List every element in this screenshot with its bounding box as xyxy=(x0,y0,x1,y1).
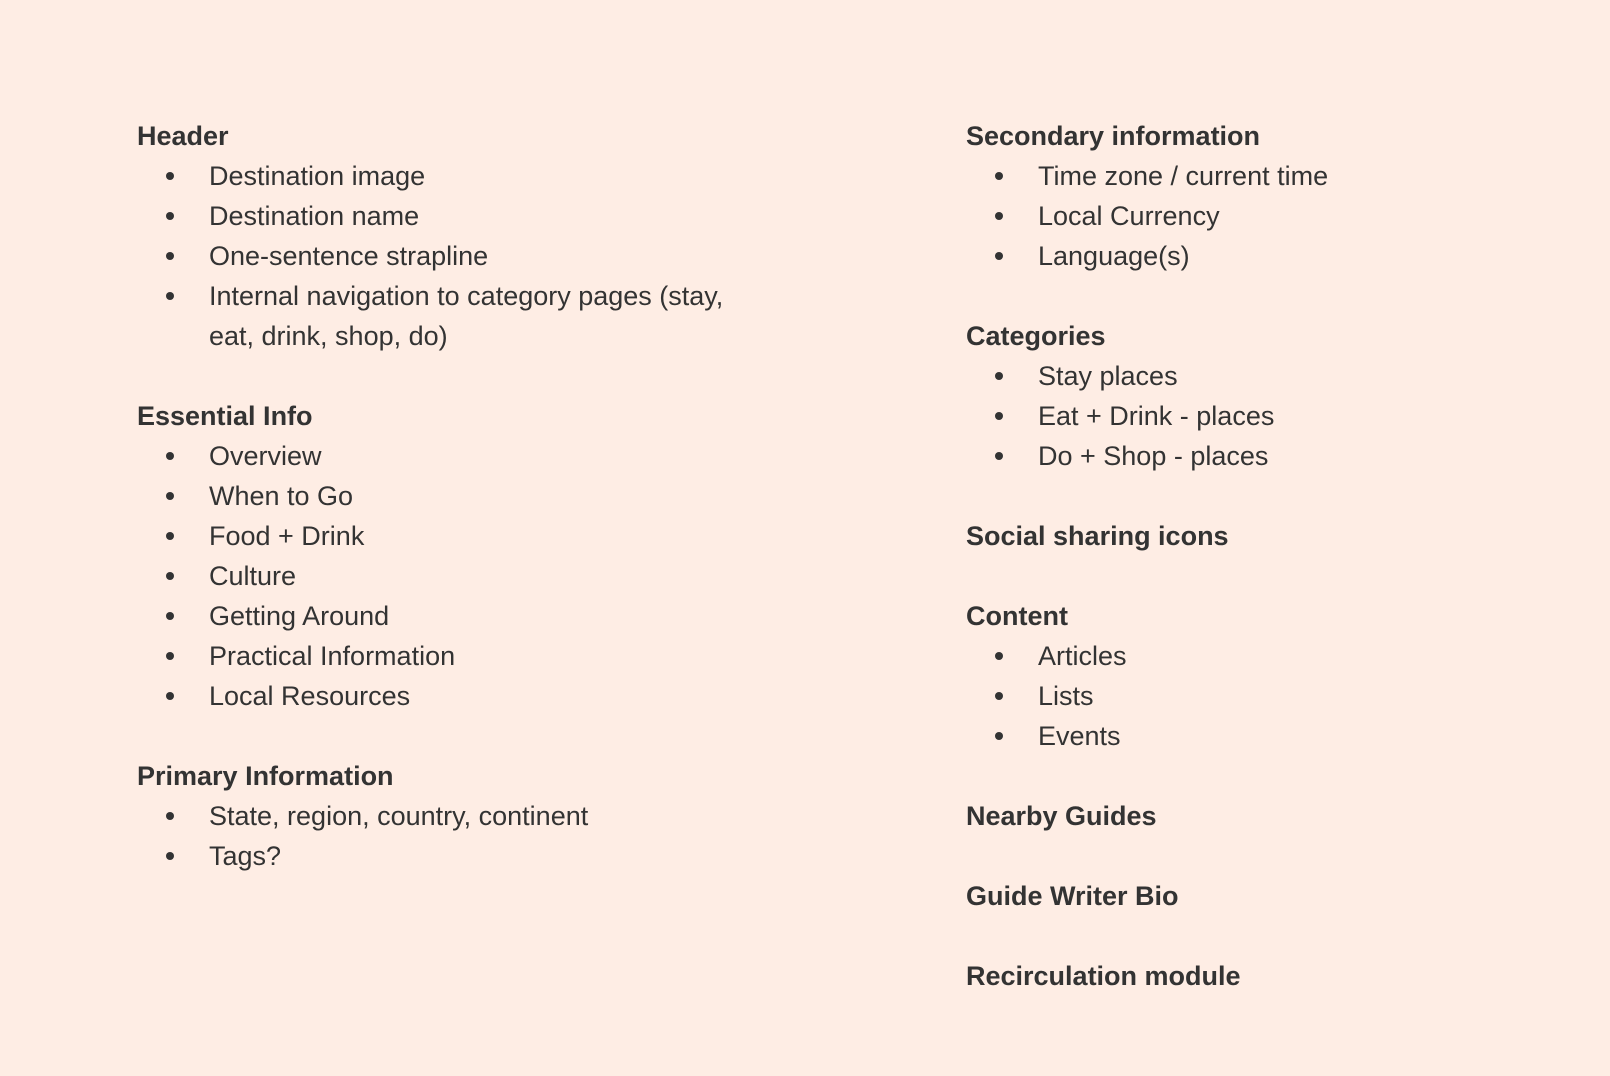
list-item xyxy=(137,516,897,556)
bullet-list xyxy=(137,156,897,356)
list-item-text: Local Currency xyxy=(1038,201,1220,231)
list-item xyxy=(966,716,1566,756)
section-categories xyxy=(966,316,1566,476)
list-item xyxy=(137,556,897,596)
list-item-text: Destination name xyxy=(209,201,420,231)
list-item xyxy=(137,196,897,236)
section-header xyxy=(137,116,897,356)
section-heading: Essential Info xyxy=(137,401,313,431)
section-heading: Social sharing icons xyxy=(966,521,1229,551)
bullet-icon xyxy=(164,476,176,516)
bullet-icon xyxy=(164,516,176,556)
list-item-text: Food + Drink xyxy=(209,521,365,551)
list-item xyxy=(137,836,897,876)
list-item xyxy=(137,596,897,636)
bullet-icon xyxy=(993,196,1005,236)
list-item-text: Internal navigation to category pages (stay, eat, drink, shop, do) xyxy=(209,281,724,351)
list-item-text: Practical Information xyxy=(209,641,456,671)
bullet-icon xyxy=(164,276,176,316)
section-heading: Secondary information xyxy=(966,121,1261,151)
bullet-icon xyxy=(164,436,176,476)
section-secondary-information xyxy=(966,116,1566,276)
list-item xyxy=(137,276,769,356)
list-item xyxy=(966,676,1566,716)
list-item xyxy=(137,676,897,716)
left-column xyxy=(137,116,897,916)
list-item xyxy=(966,156,1566,196)
section-guide-writer-bio xyxy=(966,876,1566,916)
list-item xyxy=(137,476,897,516)
section-primary-information xyxy=(137,756,897,876)
bullet-icon xyxy=(164,596,176,636)
list-item-text: Destination image xyxy=(209,161,426,191)
list-item-text: Language(s) xyxy=(1038,241,1190,271)
bullet-icon xyxy=(164,676,176,716)
bullet-icon xyxy=(993,396,1005,436)
list-item xyxy=(137,636,897,676)
list-item-text: Getting Around xyxy=(209,601,390,631)
section-social-sharing-icons xyxy=(966,516,1566,556)
bullet-icon xyxy=(993,676,1005,716)
list-item xyxy=(137,156,897,196)
list-item xyxy=(966,396,1566,436)
list-item xyxy=(966,436,1566,476)
bullet-icon xyxy=(164,156,176,196)
list-item-text: Time zone / current time xyxy=(1038,161,1329,191)
list-item-text: Stay places xyxy=(1038,361,1178,391)
list-item xyxy=(137,436,897,476)
bullet-icon xyxy=(993,356,1005,396)
right-column xyxy=(966,116,1566,1036)
section-content xyxy=(966,596,1566,756)
section-heading: Recirculation module xyxy=(966,961,1241,991)
list-item xyxy=(966,236,1566,276)
list-item-text: State, region, country, continent xyxy=(209,801,589,831)
bullet-icon xyxy=(164,636,176,676)
list-item xyxy=(966,196,1566,236)
section-heading: Header xyxy=(137,121,229,151)
list-item-text: When to Go xyxy=(209,481,354,511)
list-item xyxy=(966,636,1566,676)
list-item xyxy=(137,796,897,836)
list-item-text: Lists xyxy=(1038,681,1094,711)
bullet-icon xyxy=(164,196,176,236)
section-nearby-guides xyxy=(966,796,1566,836)
list-item-text: Culture xyxy=(209,561,297,591)
bullet-icon xyxy=(993,236,1005,276)
list-item-text: Local Resources xyxy=(209,681,411,711)
section-heading: Content xyxy=(966,601,1068,631)
bullet-icon xyxy=(993,156,1005,196)
bullet-icon xyxy=(164,796,176,836)
bullet-icon xyxy=(164,836,176,876)
bullet-icon xyxy=(164,236,176,276)
bullet-icon xyxy=(993,716,1005,756)
bullet-icon xyxy=(993,636,1005,676)
list-item-text: Articles xyxy=(1038,641,1127,671)
section-essential-info xyxy=(137,396,897,716)
section-recirculation-module xyxy=(966,956,1566,996)
list-item-text: Overview xyxy=(209,441,322,471)
bullet-list xyxy=(966,356,1566,476)
bullet-icon xyxy=(993,436,1005,476)
bullet-list xyxy=(137,796,897,876)
list-item-text: Eat + Drink - places xyxy=(1038,401,1275,431)
list-item xyxy=(966,356,1566,396)
bullet-icon xyxy=(164,556,176,596)
list-item-text: Do + Shop - places xyxy=(1038,441,1269,471)
section-heading: Guide Writer Bio xyxy=(966,881,1179,911)
section-heading: Nearby Guides xyxy=(966,801,1157,831)
list-item-text: One-sentence strapline xyxy=(209,241,489,271)
bullet-list xyxy=(966,636,1566,756)
list-item xyxy=(137,236,897,276)
section-heading: Primary Information xyxy=(137,761,394,791)
bullet-list xyxy=(966,156,1566,276)
section-heading: Categories xyxy=(966,321,1106,351)
list-item-text: Events xyxy=(1038,721,1121,751)
bullet-list xyxy=(137,436,897,716)
list-item-text: Tags? xyxy=(209,841,282,871)
